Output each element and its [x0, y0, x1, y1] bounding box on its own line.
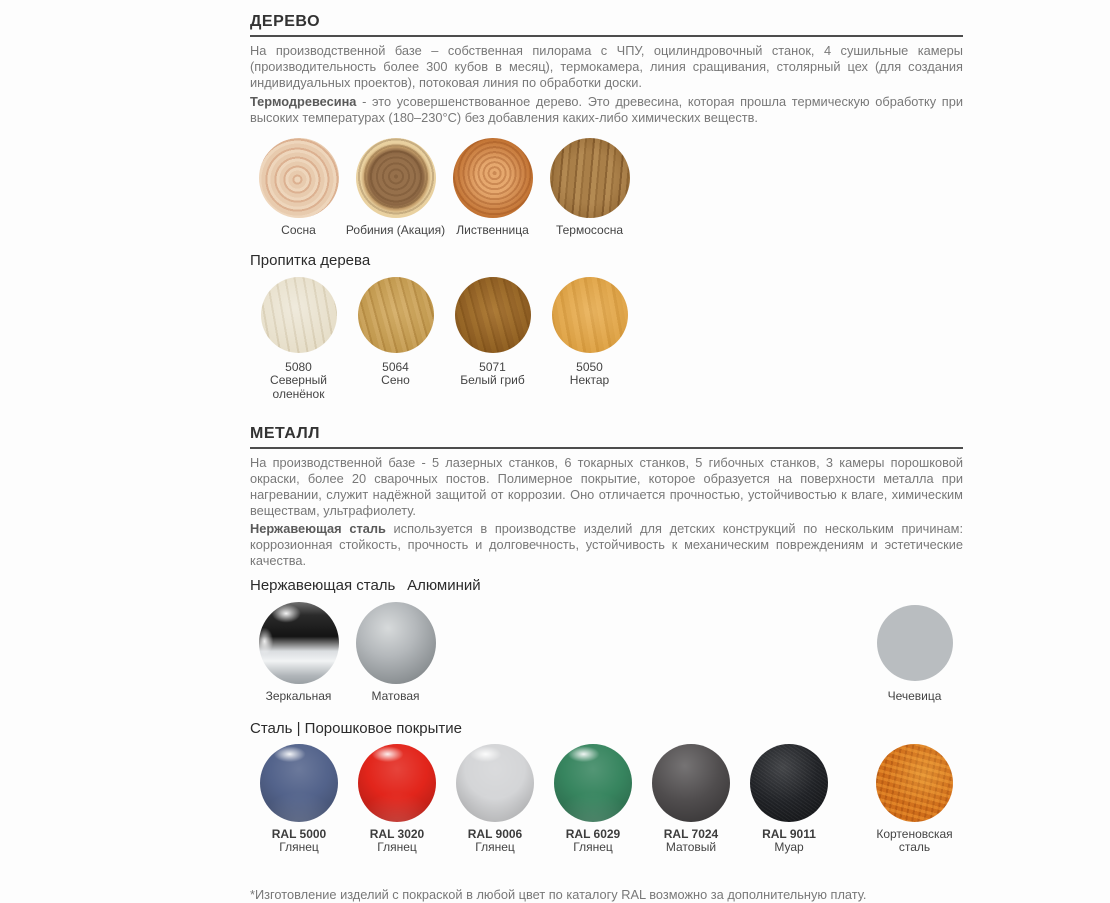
- swatch-ral6029: [544, 744, 642, 855]
- swatch-code: 5050: [576, 359, 603, 374]
- ral9006-swatch-image: [456, 744, 534, 822]
- swatch-pine: [250, 138, 347, 238]
- swatch-label: [443, 361, 543, 388]
- swatch-ral3020: [348, 744, 446, 855]
- impregnation-title: Пропитка дерева: [250, 251, 371, 269]
- swatch-5071: [444, 277, 541, 388]
- metal-paragraph-2: [250, 521, 963, 569]
- ral-finish: Матовый: [665, 840, 717, 854]
- swatch-code: 5080: [285, 359, 312, 374]
- swatch-name: Сено: [381, 373, 410, 387]
- ral-finish: Глянец: [475, 840, 515, 854]
- thermowood-lead: Термодревесина: [250, 94, 357, 109]
- stainless-text: используется в производстве изделий для детских конструкций по нескольким причинам: коррозионная стойкость, прочность и долговечность, устойчивость к механическим повреждениям и эстетические качества.: [250, 521, 964, 568]
- impregnation-row: [250, 277, 963, 402]
- ral6029-swatch-image: [554, 744, 632, 822]
- swatch-label: [440, 828, 550, 855]
- stainless-lead: Нержавеющая сталь: [250, 521, 386, 536]
- swatch-ral9006: [446, 744, 544, 855]
- ral-finish: Глянец: [573, 840, 613, 854]
- ral-code: RAL 3020: [369, 826, 425, 841]
- swatch-code: 5071: [479, 359, 506, 374]
- swatch-label: Робиния (Акация): [345, 223, 446, 237]
- swatch-label: Матовая: [371, 689, 420, 703]
- metal-section-title: МЕТАЛЛ: [250, 425, 963, 449]
- swatch-label: Термососна: [555, 223, 624, 237]
- swatch-label: Сосна: [281, 223, 316, 237]
- swatch-label: Зеркальная: [265, 689, 332, 703]
- ral-finish: Глянец: [279, 840, 319, 854]
- wood-paragraph-2: [250, 94, 963, 126]
- imp-5050-swatch-image: [552, 277, 628, 353]
- swatch-5080: [250, 277, 347, 402]
- stainless-title: Нержавеющая сталь: [250, 577, 396, 594]
- wood-section-title: ДЕРЕВО: [250, 13, 963, 37]
- swatch-name: Нектар: [569, 373, 610, 387]
- ral-code: RAL 5000: [271, 826, 327, 841]
- ral7024-swatch-image: [652, 744, 730, 822]
- ral5000-swatch-image: [260, 744, 338, 822]
- corten-swatch-image: [876, 744, 953, 822]
- swatch-mirror-steel: [250, 602, 347, 704]
- swatch-corten: [866, 744, 963, 855]
- swatch-5064: [347, 277, 444, 388]
- swatch-label: [538, 828, 648, 855]
- ral-finish: Муар: [774, 840, 804, 854]
- wood-paragraph-1: На производственной базе – собственная пилорама с ЧПУ, оцилиндровочный станок, 4 сушильные камеры (производительность более 300 кубов в месяц), термокамера, линия сращивания, столярный цех (для создания индивидуальных проектов), потоковая линия по обработки доски.: [250, 43, 963, 90]
- swatch-label: [734, 828, 844, 855]
- aluminum-lentil-swatch-image: [877, 605, 953, 681]
- ral-finish: Глянец: [377, 840, 417, 854]
- metal-paragraph-1: На производственной базе - 5 лазерных станков, 6 токарных станков, 5 гибочных станков, 3 камеры порошковой окраски, более 20 сварочных постов. Полимерное покрытие, которое образуется на поверхности металла при нагревании, служит надёжной защитой от коррозии. Оно отличается прочностью, устойчивостью к влаге, химическим веществам, ультрафиолету.: [250, 455, 963, 518]
- imp-5071-swatch-image: [455, 277, 531, 353]
- ral-code: RAL 9011: [762, 826, 816, 841]
- swatch-ral7024: [642, 744, 740, 855]
- ral-code: RAL 6029: [565, 826, 621, 841]
- swatch-label: [636, 828, 746, 855]
- matte-steel-swatch-image: [356, 602, 436, 684]
- stainless-header-row: [250, 577, 963, 594]
- swatch-label: Кортеновская сталь: [876, 826, 953, 854]
- swatch-label: [346, 361, 446, 388]
- ral-code: RAL 9006: [467, 826, 523, 841]
- imp-5080-swatch-image: [261, 277, 337, 353]
- larch-swatch-image: [453, 138, 533, 218]
- swatch-label: [249, 361, 349, 402]
- wood-species-row: [250, 138, 963, 238]
- ral3020-swatch-image: [358, 744, 436, 822]
- stainless-row: [250, 602, 963, 704]
- mirror-steel-swatch-image: [259, 602, 339, 684]
- swatch-name: Белый гриб: [460, 373, 525, 387]
- ral-footnote: *Изготовление изделий с покраской в любой цвет по каталогу RAL возможно за дополнительную плату.: [250, 886, 867, 902]
- ral9011-swatch-image: [750, 744, 828, 822]
- swatch-label: [540, 361, 640, 388]
- swatch-label: [244, 828, 354, 855]
- swatch-ral9011: [740, 744, 838, 855]
- swatch-robinia: [347, 138, 444, 238]
- ral-code: RAL 7024: [663, 826, 719, 841]
- swatch-label: [342, 828, 452, 855]
- robinia-swatch-image: [356, 138, 436, 218]
- aluminum-title: Алюминий: [407, 577, 481, 594]
- pine-swatch-image: [259, 138, 339, 218]
- swatch-name: Северный оленёнок: [270, 373, 327, 401]
- catalog-page: [250, 0, 963, 903]
- swatch-5050: [541, 277, 638, 388]
- swatch-label: Лиственница: [456, 223, 529, 237]
- swatch-aluminum-lentil: [866, 602, 963, 704]
- thermopine-swatch-image: [550, 138, 630, 218]
- swatch-thermopine: [541, 138, 638, 238]
- swatch-ral5000: [250, 744, 348, 855]
- swatch-label: Чечевица: [887, 689, 942, 703]
- swatch-matte-steel: [347, 602, 444, 704]
- powder-coating-title: Сталь | Порошковое покрытие: [250, 719, 462, 737]
- imp-5064-swatch-image: [358, 277, 434, 353]
- swatch-larch: [444, 138, 541, 238]
- powder-coating-row: [250, 744, 963, 855]
- thermowood-text: - это усовершенствованное дерево. Это древесина, которая прошла термическую обработку при высоких температурах (180–230°С) без добавления каких-либо химических веществ.: [250, 94, 963, 125]
- swatch-code: 5064: [382, 359, 409, 374]
